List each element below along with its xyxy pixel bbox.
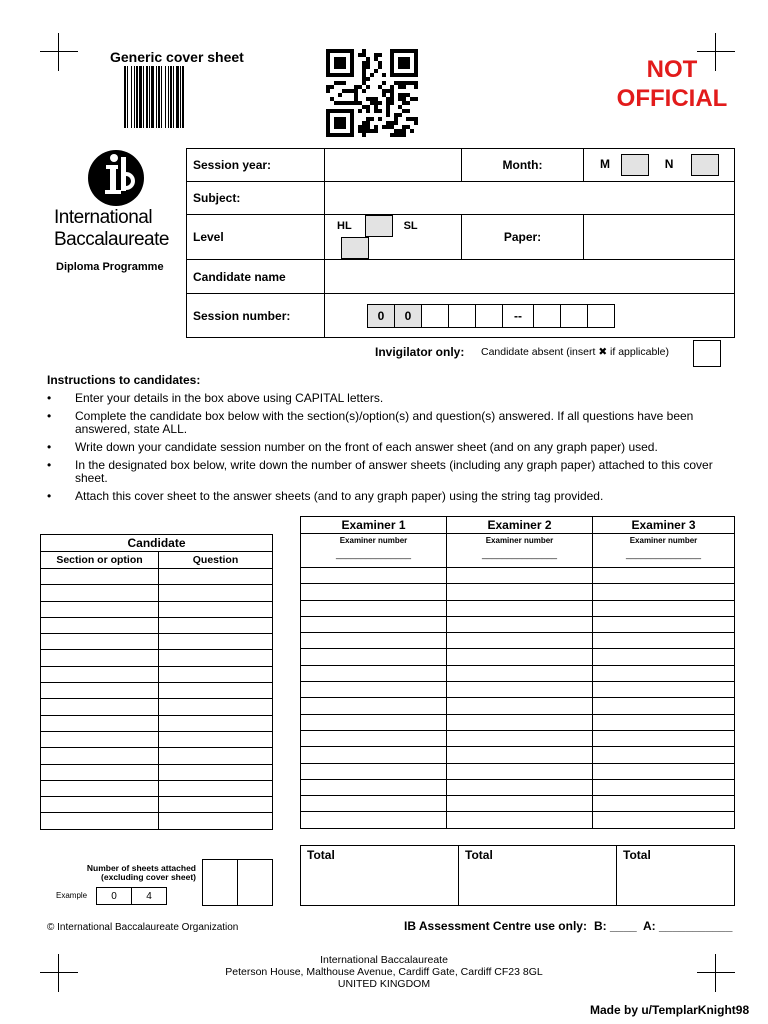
- table-row: [41, 650, 273, 666]
- candidate-name-field[interactable]: [325, 260, 735, 294]
- entry-cell[interactable]: [447, 812, 593, 828]
- table-row: [41, 731, 273, 747]
- entry-cell[interactable]: [447, 796, 593, 812]
- address-line: Peterson House, Malthouse Avenue, Cardiff Gate, Cardiff CF23 8GL: [225, 966, 543, 978]
- programme-label: Diploma Programme: [56, 261, 164, 273]
- table-row: [301, 812, 735, 828]
- entry-cell[interactable]: [159, 585, 273, 601]
- sheets-count-boxes: [202, 859, 273, 906]
- session-digit[interactable]: [561, 304, 588, 327]
- month-m-box[interactable]: [621, 154, 649, 176]
- entry-cell[interactable]: [593, 568, 735, 584]
- session-number-field: [325, 294, 735, 338]
- table-row: [41, 585, 273, 601]
- crop-mark-top-left: [40, 33, 78, 71]
- ib-logo: [52, 150, 182, 250]
- watermark-not: NOT: [646, 56, 698, 83]
- entry-cell[interactable]: [447, 763, 593, 779]
- entry-cell[interactable]: [159, 650, 273, 666]
- total-label: Total: [307, 848, 335, 862]
- credit: Made by u/TemplarKnight98: [590, 1003, 750, 1017]
- sl-box[interactable]: [341, 237, 369, 259]
- entry-cell[interactable]: [301, 633, 447, 649]
- table-row: [41, 780, 273, 796]
- entry-cell[interactable]: [593, 600, 735, 616]
- entry-cell[interactable]: [41, 666, 159, 682]
- entry-cell[interactable]: [41, 764, 159, 780]
- table-row: [301, 714, 735, 730]
- entry-cell[interactable]: [159, 617, 273, 633]
- barcode: [124, 66, 236, 128]
- session-number-boxes: [367, 304, 615, 328]
- examiner-2-header: Examiner 2: [447, 517, 593, 534]
- examiner-3-number[interactable]: [593, 534, 735, 568]
- entry-cell[interactable]: [301, 649, 447, 665]
- copyright: © International Baccalaureate Organization: [47, 922, 239, 933]
- ib-logo-emblem: [52, 150, 182, 208]
- entry-cell[interactable]: [41, 634, 159, 650]
- instructions-heading: Instructions to candidates:: [47, 373, 201, 387]
- entry-cell[interactable]: [593, 584, 735, 600]
- entry-cell[interactable]: [41, 731, 159, 747]
- month-label: Month:: [462, 149, 584, 182]
- session-separator: --: [503, 304, 534, 327]
- entry-cell[interactable]: [593, 665, 735, 681]
- hl-label: HL: [337, 219, 352, 232]
- examiner-2-number[interactable]: [447, 534, 593, 568]
- instruction-item: • Write down your candidate session number on the front of each answer sheet (and on any graph paper) used.: [47, 441, 737, 454]
- entry-cell[interactable]: [593, 779, 735, 795]
- entry-cell[interactable]: [447, 665, 593, 681]
- sheets-digit-box[interactable]: [238, 860, 273, 906]
- entry-cell[interactable]: [447, 730, 593, 746]
- table-row: [301, 747, 735, 763]
- question-header: Question: [159, 552, 273, 569]
- table-row: [301, 633, 735, 649]
- crop-mark-bottom-right: [697, 954, 735, 992]
- table-row: [301, 763, 735, 779]
- sheets-attached-label: [58, 864, 196, 882]
- session-digit[interactable]: [476, 304, 503, 327]
- instructions: [47, 373, 737, 508]
- entry-cell[interactable]: [41, 780, 159, 796]
- qr-code: [326, 49, 418, 137]
- entry-cell[interactable]: [159, 634, 273, 650]
- entry-cell[interactable]: [593, 649, 735, 665]
- examiner-3-total[interactable]: [617, 846, 735, 906]
- entry-cell[interactable]: [41, 683, 159, 699]
- entry-cell[interactable]: [159, 813, 273, 829]
- sheets-label-line1: Number of sheets attached: [86, 863, 196, 873]
- table-row: [301, 796, 735, 812]
- sheets-example-boxes: [96, 887, 167, 905]
- entry-cell[interactable]: [593, 682, 735, 698]
- session-year-field[interactable]: [325, 149, 462, 182]
- entry-cell[interactable]: [159, 569, 273, 585]
- examiner-1-number[interactable]: [301, 534, 447, 568]
- entry-cell[interactable]: [301, 779, 447, 795]
- assessment-centre-label: IB Assessment Centre use only:: [404, 919, 587, 933]
- subject-label: Subject:: [187, 182, 325, 215]
- examiner-number-line: _______________: [335, 549, 412, 559]
- watermark-official: OFFICIAL: [616, 85, 728, 112]
- entry-cell[interactable]: [301, 730, 447, 746]
- sheets-example-label: Example: [56, 891, 88, 900]
- table-row: [41, 569, 273, 585]
- address-line: UNITED KINGDOM: [337, 978, 431, 990]
- sheets-label-line2: (excluding cover sheet): [101, 872, 196, 882]
- example-digit: 0: [97, 888, 132, 905]
- entry-cell[interactable]: [447, 682, 593, 698]
- invigilator-text: Candidate absent (insert ✖ if applicable): [481, 346, 669, 358]
- entry-cell[interactable]: [301, 698, 447, 714]
- table-row: [41, 699, 273, 715]
- entry-cell[interactable]: [159, 764, 273, 780]
- session-digit: 0: [395, 304, 422, 327]
- entry-cell[interactable]: [593, 730, 735, 746]
- table-row: [301, 779, 735, 795]
- entry-cell[interactable]: [447, 600, 593, 616]
- entry-cell[interactable]: [593, 796, 735, 812]
- entry-cell[interactable]: [301, 616, 447, 632]
- examiner-1-header: Examiner 1: [301, 517, 447, 534]
- table-row: [301, 616, 735, 632]
- example-digit: 4: [132, 888, 167, 905]
- candidate-table: [40, 534, 273, 830]
- examiner-number-label: Examiner number: [485, 536, 554, 545]
- entry-cell[interactable]: [593, 633, 735, 649]
- entry-cell[interactable]: [447, 633, 593, 649]
- entry-cell[interactable]: [301, 568, 447, 584]
- month-n-box[interactable]: [691, 154, 719, 176]
- session-digit: 0: [368, 304, 395, 327]
- sheets-digit-box[interactable]: [203, 860, 238, 906]
- entry-cell[interactable]: [593, 747, 735, 763]
- entry-cell[interactable]: [159, 683, 273, 699]
- entry-cell[interactable]: [301, 763, 447, 779]
- table-row: [301, 682, 735, 698]
- address-line: International Baccalaureate: [320, 954, 448, 966]
- entry-cell[interactable]: [301, 584, 447, 600]
- candidate-details-form: [186, 148, 735, 338]
- session-digit[interactable]: [588, 304, 615, 327]
- invigilator-label: Invigilator only:: [375, 345, 465, 359]
- subject-field[interactable]: [325, 182, 735, 215]
- instruction-item: • In the designated box below, write down the number of answer sheets (including any graph paper) attached to this cover sheet.: [47, 459, 737, 485]
- entry-cell[interactable]: [301, 665, 447, 681]
- instructions-list: [47, 392, 737, 503]
- session-year-label: Session year:: [187, 149, 325, 182]
- examiner-3-header: Examiner 3: [593, 517, 735, 534]
- entry-cell[interactable]: [301, 600, 447, 616]
- logo-international: International: [54, 207, 153, 228]
- entry-cell[interactable]: [41, 715, 159, 731]
- entry-cell[interactable]: [447, 714, 593, 730]
- entry-cell[interactable]: [159, 601, 273, 617]
- examiner-2-total[interactable]: [459, 846, 617, 906]
- entry-cell[interactable]: [593, 714, 735, 730]
- entry-cell[interactable]: [593, 698, 735, 714]
- entry-cell[interactable]: [447, 568, 593, 584]
- examiner-table: [300, 516, 735, 829]
- entry-cell[interactable]: [301, 682, 447, 698]
- table-row: [41, 715, 273, 731]
- entry-cell[interactable]: [447, 779, 593, 795]
- table-row: [301, 568, 735, 584]
- month-n-label: N: [664, 157, 674, 172]
- table-row: [41, 683, 273, 699]
- entry-cell[interactable]: [159, 780, 273, 796]
- entry-cell[interactable]: [41, 699, 159, 715]
- table-row: [41, 601, 273, 617]
- b-field[interactable]: B: ____: [594, 919, 637, 933]
- address-block: [184, 954, 584, 990]
- entry-cell[interactable]: [447, 747, 593, 763]
- candidate-table-title: Candidate: [41, 535, 273, 552]
- table-row: [301, 600, 735, 616]
- entry-cell[interactable]: [41, 650, 159, 666]
- examiner-number-line: _______________: [481, 549, 558, 559]
- a-field[interactable]: A: ___________: [643, 919, 733, 933]
- examiner-number-label: Examiner number: [339, 536, 408, 545]
- instruction-item: • Complete the candidate box below with the section(s)/option(s) and question(s) answered. If all questions have been answered, state ALL.: [47, 410, 737, 436]
- entry-cell[interactable]: [159, 797, 273, 813]
- table-row: [301, 665, 735, 681]
- entry-cell[interactable]: [301, 714, 447, 730]
- examiner-1-total[interactable]: [301, 846, 459, 906]
- entry-cell[interactable]: [301, 796, 447, 812]
- entry-cell[interactable]: [159, 699, 273, 715]
- entry-cell[interactable]: [159, 731, 273, 747]
- entry-cell[interactable]: [159, 748, 273, 764]
- document-title: Generic cover sheet: [110, 49, 244, 65]
- entry-cell[interactable]: [41, 585, 159, 601]
- session-number-label: Session number:: [187, 294, 325, 338]
- examiner-totals: [300, 845, 735, 906]
- table-row: [41, 634, 273, 650]
- paper-field[interactable]: [584, 215, 735, 260]
- month-field[interactable]: [584, 149, 735, 182]
- table-row: [301, 649, 735, 665]
- entry-cell[interactable]: [447, 698, 593, 714]
- entry-cell[interactable]: [447, 616, 593, 632]
- entry-cell[interactable]: [41, 569, 159, 585]
- entry-cell[interactable]: [159, 715, 273, 731]
- table-row: [301, 730, 735, 746]
- table-row: [41, 764, 273, 780]
- hl-box[interactable]: [365, 215, 393, 237]
- entry-cell[interactable]: [159, 666, 273, 682]
- session-digit[interactable]: [449, 304, 476, 327]
- entry-cell[interactable]: [41, 813, 159, 829]
- table-row: [41, 813, 273, 829]
- candidate-absent-box[interactable]: [693, 340, 721, 367]
- entry-cell[interactable]: [301, 812, 447, 828]
- section-option-header: Section or option: [41, 552, 159, 569]
- entry-cell[interactable]: [41, 601, 159, 617]
- level-field[interactable]: [325, 215, 462, 260]
- logo-baccalaureate: Baccalaureate: [54, 229, 169, 250]
- sl-label: SL: [403, 219, 418, 232]
- level-label: Level: [187, 215, 325, 260]
- instruction-item: • Attach this cover sheet to the answer sheets (and to any graph paper) using the string tag provided.: [47, 490, 737, 503]
- table-row: [301, 698, 735, 714]
- entry-cell[interactable]: [593, 763, 735, 779]
- entry-cell[interactable]: [593, 616, 735, 632]
- entry-cell[interactable]: [41, 797, 159, 813]
- entry-cell[interactable]: [447, 584, 593, 600]
- entry-cell[interactable]: [41, 748, 159, 764]
- entry-cell[interactable]: [41, 617, 159, 633]
- month-m-label: M: [600, 157, 610, 172]
- session-digit[interactable]: [422, 304, 449, 327]
- table-row: [41, 797, 273, 813]
- instruction-item: • Enter your details in the box above using CAPITAL letters.: [47, 392, 737, 405]
- table-row: [301, 584, 735, 600]
- entry-cell[interactable]: [301, 747, 447, 763]
- entry-cell[interactable]: [447, 649, 593, 665]
- entry-cell[interactable]: [593, 812, 735, 828]
- table-row: [41, 666, 273, 682]
- session-digit[interactable]: [534, 304, 561, 327]
- paper-label: Paper:: [462, 215, 584, 260]
- table-row: [41, 617, 273, 633]
- total-label: Total: [623, 848, 651, 862]
- examiner-number-label: Examiner number: [629, 536, 698, 545]
- total-label: Total: [465, 848, 493, 862]
- examiner-number-line: _______________: [625, 549, 702, 559]
- table-row: [41, 748, 273, 764]
- candidate-name-label: Candidate name: [187, 260, 325, 294]
- crop-mark-bottom-left: [40, 954, 78, 992]
